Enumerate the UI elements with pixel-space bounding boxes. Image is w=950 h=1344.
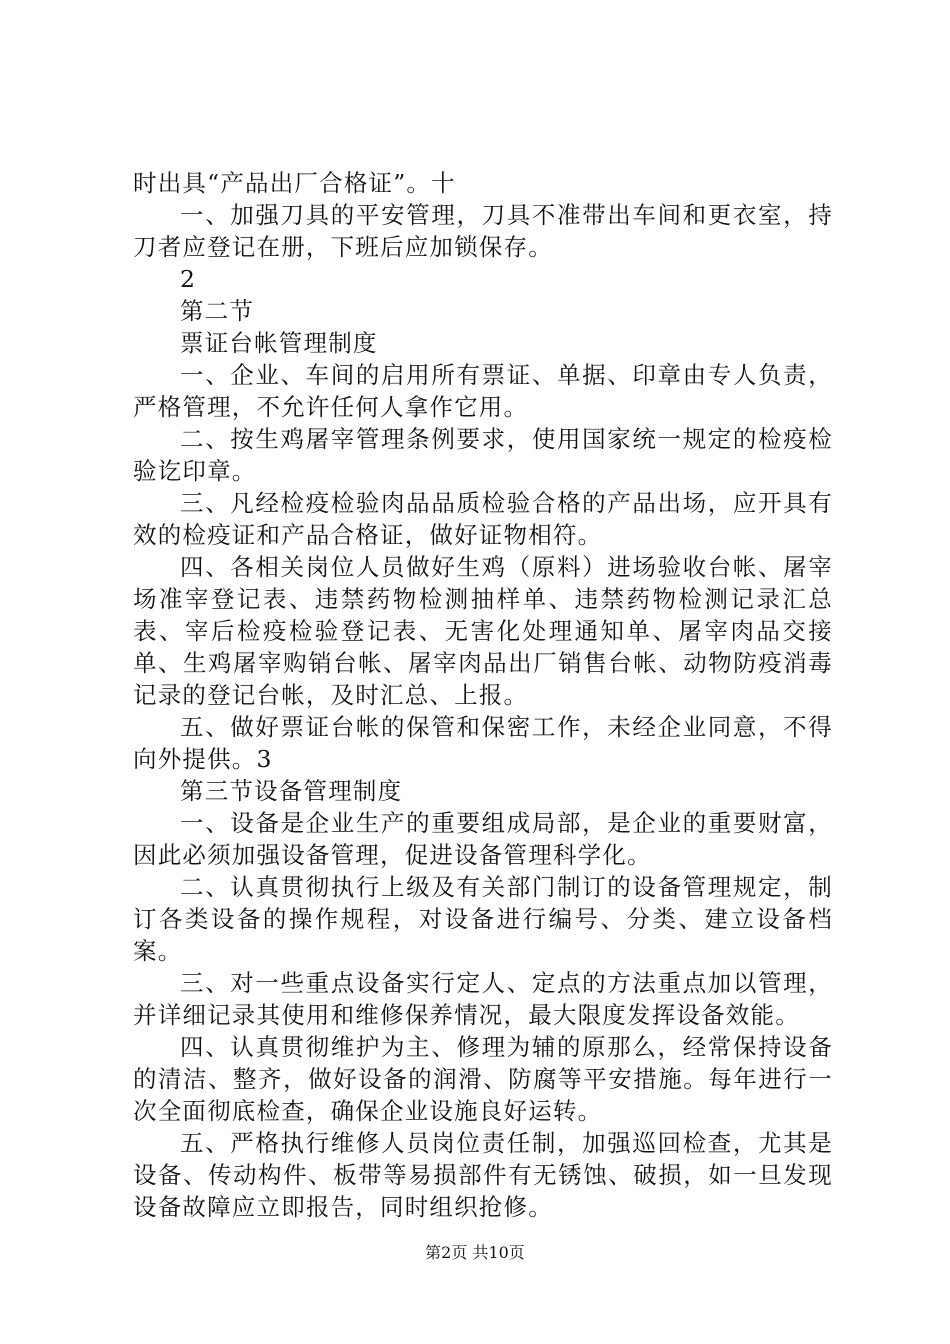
paragraph: 一、设备是企业生产的重要组成局部，是企业的重要财富，因此必须加强设备管理，促进设备管理科学化。 <box>133 809 833 869</box>
paragraph: 一、加强刀具的平安管理，刀具不准带出车间和更衣室，持刀者应登记在册，下班后应加锁保存。 <box>133 201 833 261</box>
paragraph: 四、认真贯彻维护为主、修理为辅的原那么，经常保持设备的清洁、整齐，做好设备的润滑、防腐等平安措施。每年进行一次全面彻底检查，确保企业设施良好运转。 <box>133 1033 833 1125</box>
paragraph: 五、做好票证台帐的保管和保密工作，未经企业同意，不得向外提供。3 <box>133 713 833 773</box>
document-body <box>133 167 833 1223</box>
paragraph: 三、凡经检疫检验肉品品质检验合格的产品出场，应开具有效的检疫证和产品合格证，做好证物相符。 <box>133 489 833 549</box>
section-title: 票证台帐管理制度 <box>180 329 378 357</box>
page-number-marker: 2 <box>180 265 197 293</box>
paragraph: 三、对一些重点设备实行定人、定点的方法重点加以管理，并详细记录其使用和维修保养情况，最大限度发挥设备效能。 <box>133 969 833 1029</box>
paragraph: 二、按生鸡屠宰管理条例要求，使用国家统一规定的检疫检验讫印章。 <box>133 425 833 485</box>
paragraph: 时出具“产品出厂合格证”。十 <box>133 169 456 197</box>
paragraph: 二、认真贯彻执行上级及有关部门制订的设备管理规定，制订各类设备的操作规程，对设备进行编号、分类、建立设备档案。 <box>133 873 833 965</box>
page-footer: 第2页 共10页 <box>425 1243 525 1262</box>
paragraph: 五、严格执行维修人员岗位责任制，加强巡回检查，尤其是设备、传动构件、板带等易损部件有无锈蚀、破损，如一旦发现设备故障应立即报告，同时组织抢修。 <box>133 1129 833 1221</box>
paragraph: 四、各相关岗位人员做好生鸡（原料）进场验收台帐、屠宰场准宰登记表、违禁药物检测抽样单、违禁药物检测记录汇总表、宰后检疫检验登记表、无害化处理通知单、屠宰肉品交接单、生鸡屠宰购销台帐、屠宰肉品出厂销售台帐、动物防疫消毒记录的登记台帐，及时汇总、上报。 <box>133 553 833 709</box>
section-heading: 第二节 <box>180 297 255 325</box>
section-heading: 第三节设备管理制度 <box>180 777 403 805</box>
paragraph: 一、企业、车间的启用所有票证、单据、印章由专人负责，严格管理，不允许任何人拿作它用。 <box>133 361 833 421</box>
